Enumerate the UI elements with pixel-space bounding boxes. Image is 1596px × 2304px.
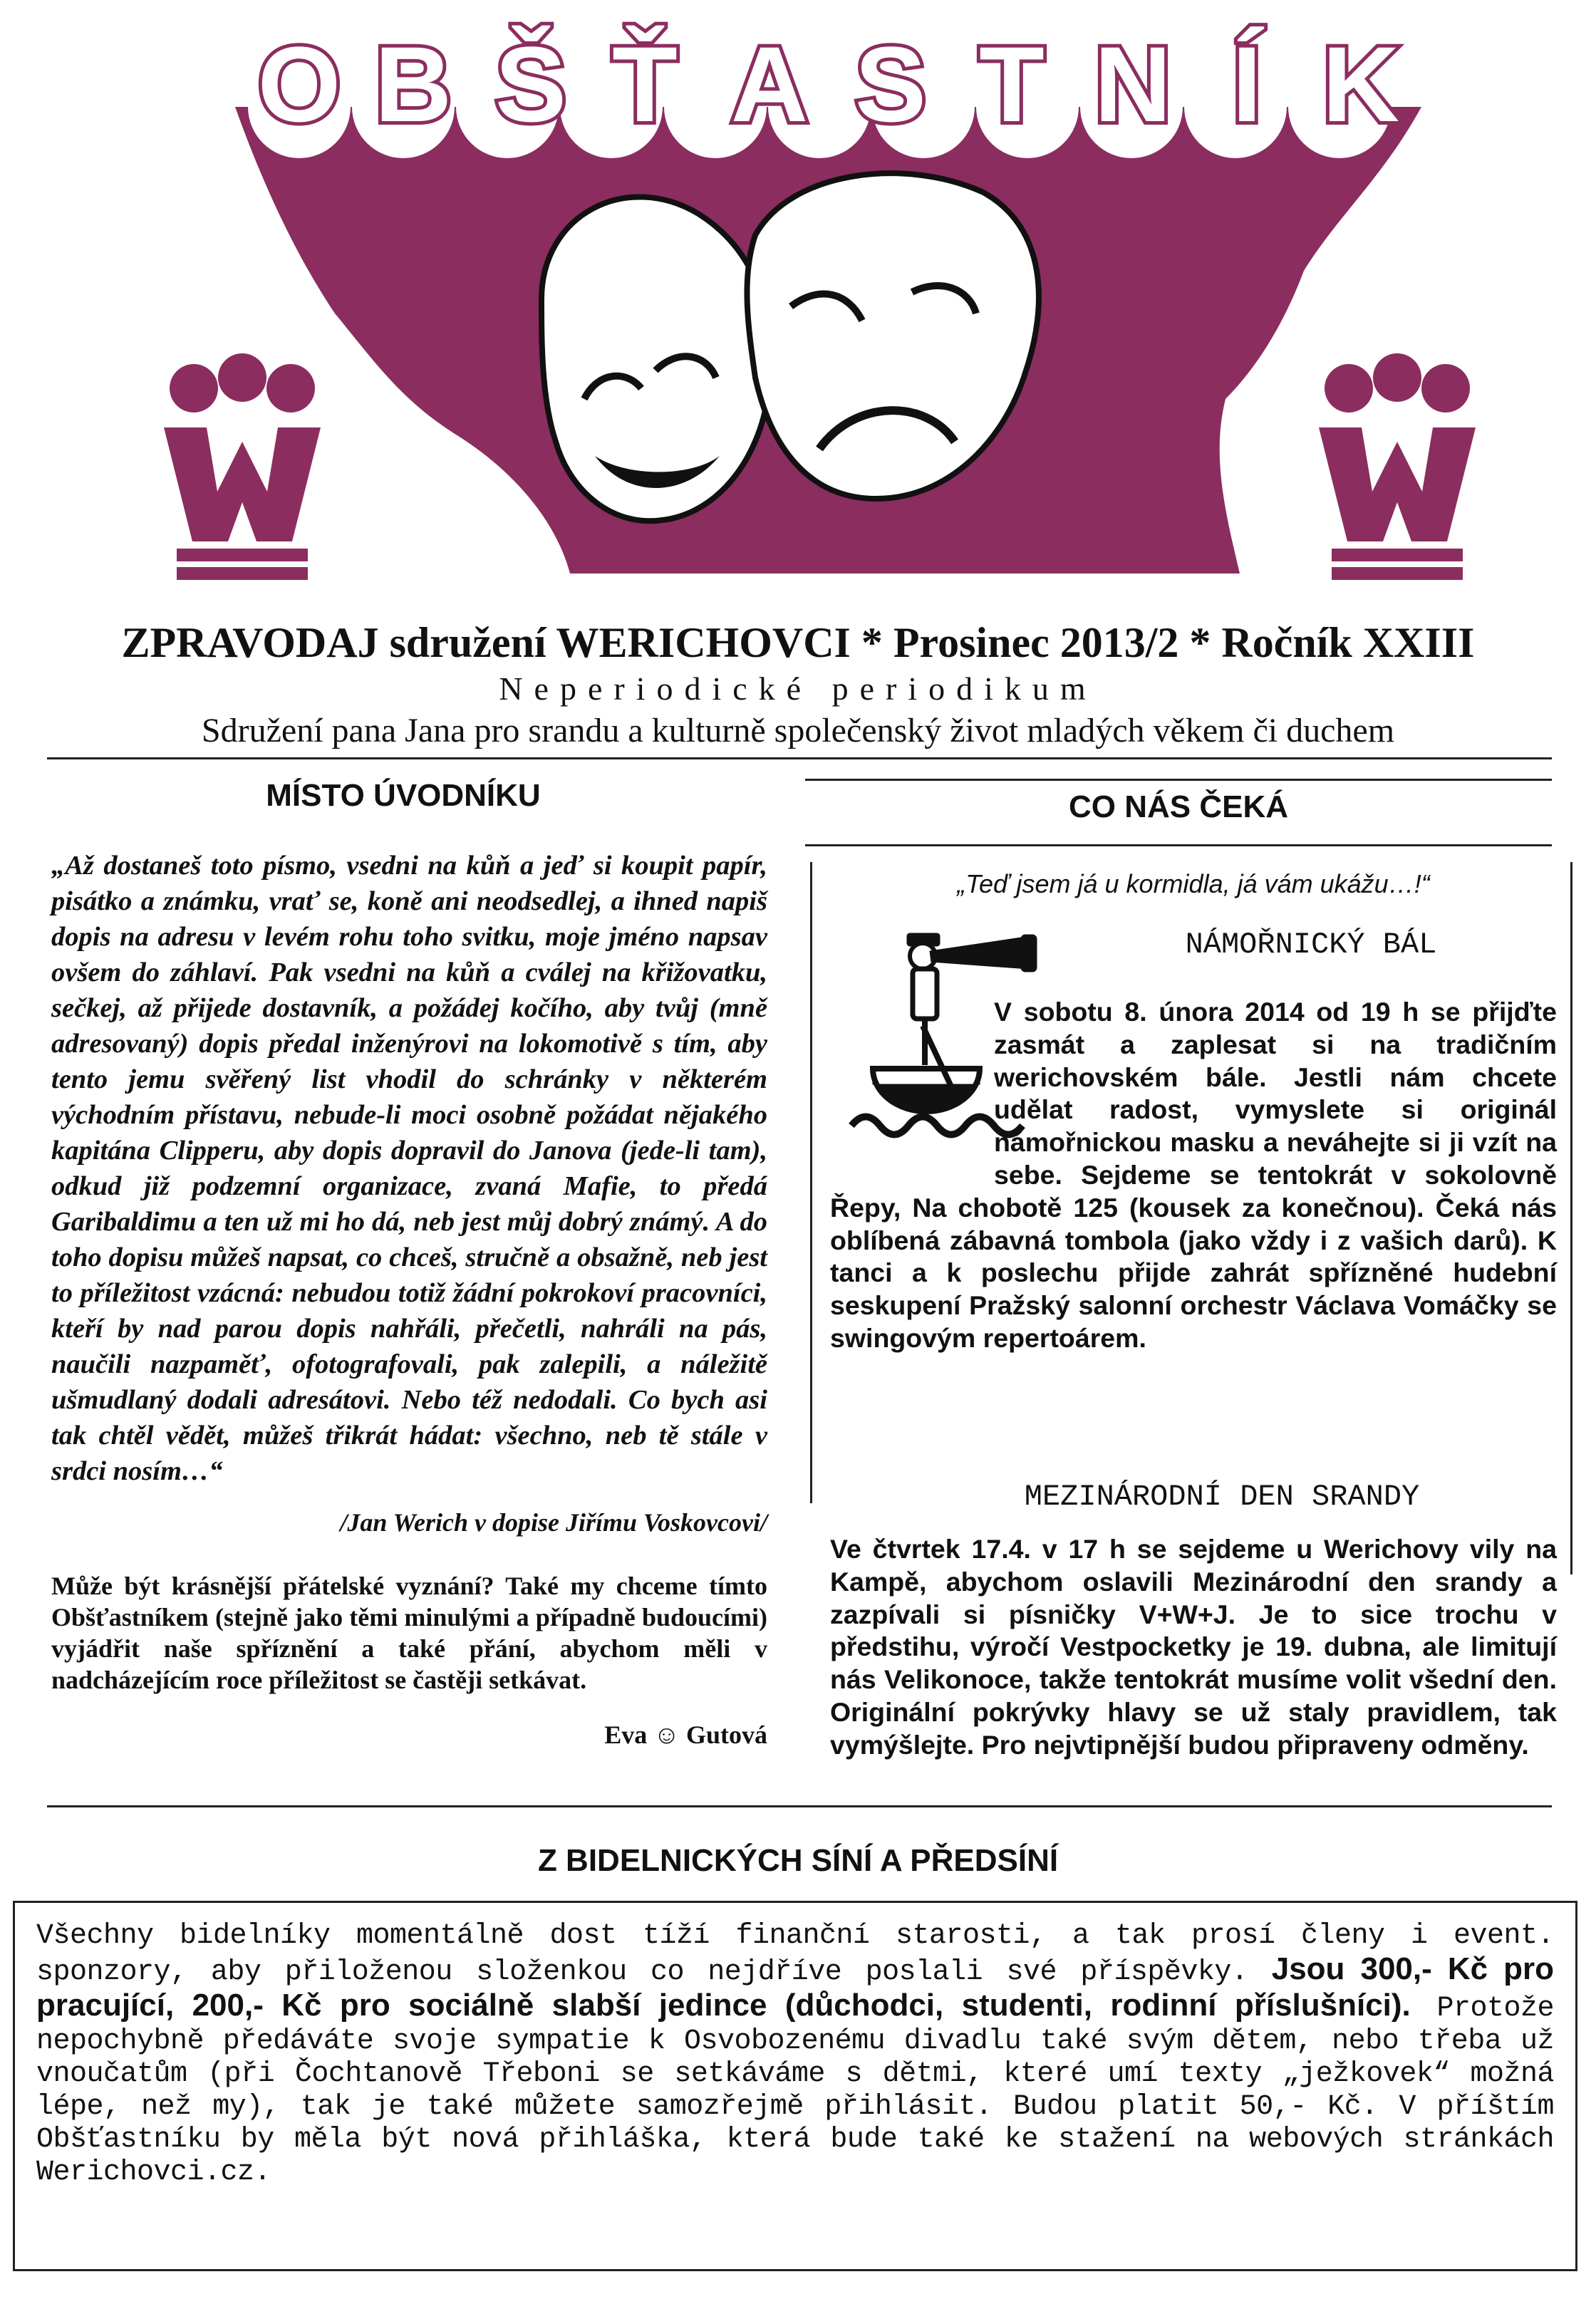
membership-fees-box bbox=[13, 1901, 1577, 2271]
title-letter: N bbox=[1094, 24, 1172, 144]
fees-amounts-text: Jsou 300,- Kč pro pracující, 200,- Kč pro sociálně slabší jedince (důchodci, studenti, rodinní příslušníci). bbox=[36, 1951, 1554, 2023]
left-column bbox=[51, 848, 767, 1750]
event-title-fun-day: MEZINÁRODNÍ DEN SRANDY bbox=[1024, 1480, 1420, 1514]
title-letter: T bbox=[979, 24, 1045, 144]
newsletter-tagline: Neperiodické periodikum bbox=[499, 670, 1097, 707]
right-heading-rule bbox=[805, 779, 1552, 781]
title-letter: Í bbox=[1232, 24, 1262, 144]
right-heading-rule bbox=[805, 844, 1552, 846]
editorial-text: Může být krásnější přátelské vyznání? Také my chceme tímto Obšťastníkem (stejně jako těmi minulými a případně budoucími) vyjádřit naše spříznění a také přání, abychom měli v nadcházejícím roce příležitost se častěji setkávat. bbox=[51, 1572, 767, 1694]
bottom-divider bbox=[47, 1805, 1552, 1807]
title-letter: S bbox=[854, 24, 927, 144]
membership-text bbox=[36, 1920, 1554, 2189]
werichovci-w-logo-icon bbox=[164, 353, 321, 580]
children-fees-text: Protože nepochybně předáváte svoje sympatie k Osvobozenému divadlu také svým dětem, nebo třeba už vnoučatům (při Čochtanově Třeboni se setkáváme s dětmi, které umí texty „ježkovek“ možná lépe, než my), tak je také můžete samozřejmě přihlásit. Budou platit 50,- Kč. V příštím Obšťastníku by měla být nová přihláška, která bude také ke stažení na webových stránkách Werichovci.cz. bbox=[36, 1993, 1554, 2189]
title-letter: K bbox=[1322, 24, 1400, 144]
title-letter: B bbox=[374, 24, 452, 144]
author-signature: Eva ☺ Gutová bbox=[604, 1721, 767, 1749]
section-heading-bottom: Z BIDELNICKÝCH SÍNÍ A PŘEDSÍNÍ bbox=[537, 1843, 1059, 1878]
section-heading-right: CO NÁS ČEKÁ bbox=[1068, 789, 1289, 824]
event-ball-text bbox=[830, 996, 1557, 1355]
title-letter: Š bbox=[494, 24, 567, 144]
icon-wrap-spacer bbox=[830, 996, 994, 1188]
title-letter: A bbox=[730, 24, 809, 144]
quote-attribution: /Jan Werich v dopise Jiřímu Voskovcovi/ bbox=[340, 1508, 767, 1537]
association-description: Sdružení pana Jana pro srandu a kulturně společenský život mladých věkem či duchem bbox=[201, 712, 1395, 749]
werich-quote: „Až dostaneš toto písmo, vsedni na kůň a jeď si koupit papír, pisátko a známku, vrať se, koně ani neodsedlej, a ihned napiš dopis na adresu v levém rohu toho svitku, moje jméno napsav ovšem do záhlaví. Pak vsedni na kůň a cválej na křižovatku, sečkej, až přijede dostavník, a požádej kočího, aby tvůj (mně adresovaný) dopis předal inženýrovi na lokomotivě s tím, aby tento jemu svěřený list vhodil do schránky v některém východním přístavu, nebude-li moci osobně požádat nějakého kapitána Clipperu, aby dopis dopravil do Janova (jede-li tam), odkud již podzemní organizace, zvaná Mafie, to předá Garibaldimu a ten už mi ho dá, neb jest můj dobrý známý. A do toho dopisu můžeš napsat, co chceš, stručně a obsažně, neb jest to příležitost vzácná: nebudou totiž žádní pokrokoví pracovníci, kteří by nad parou dopis nahřáli, přečetli, nahráli na pás, naučili nazpaměť, ofotografovali, pak zalepili, a náležitě ušmudlaný dodali adresátovi. Nebo též nedodali. Co bych asi tak chtěl vědět, můžeš třikrát hádat: všechno, neb tě stále v srdci nosím…“ bbox=[51, 851, 767, 1486]
event-fun-day-text bbox=[830, 1533, 1557, 1762]
captain-quote: „Teď jsem já u kormidla, já vám ukážu…!“ bbox=[957, 869, 1430, 898]
werichovci-w-logo-icon bbox=[1319, 353, 1476, 580]
masthead bbox=[0, 0, 1596, 584]
event-ball-description: V sobotu 8. února 2014 od 19 h se přijďte zasmát a zaplesat si na tradičním werichovském bále. Jestli nám chcete udělat radost, vymyslete si originál námořnickou masku a neváhejte si ji vzít na sebe. Sejdeme se tentokrát v sokolovně Řepy, Na chobotě 125 (kousek za konečnou). Čeká nás oblíbená zábavná tombola (jako vždy i z vašich darů). K tanci a k poslechu přijde zahrát spřízněné hudební seskupení Pražský salonní orchestr Václava Vomáčky se swingovým repertoárem. bbox=[830, 997, 1557, 1353]
newsletter-subtitle: ZPRAVODAJ sdružení WERICHOVCI * Prosinec 2013/2 * Ročník XXIII bbox=[121, 619, 1475, 666]
section-heading-left: MÍSTO ÚVODNÍKU bbox=[266, 778, 541, 813]
column-divider bbox=[1570, 862, 1572, 1574]
event-title-ball: NÁMOŘNICKÝ BÁL bbox=[1185, 928, 1437, 962]
header-divider bbox=[47, 757, 1552, 759]
fees-request-text: Všechny bidelníky momentálně dost tíží finanční starosti, a tak prosí členy i event. sponzory, aby přiloženou složenkou co nejdříve poslali své příspěvky. bbox=[36, 1920, 1554, 1988]
title-letter: O bbox=[257, 24, 341, 144]
event-fun-day-description: Ve čtvrtek 17.4. v 17 h se sejdeme u Werichovy vily na Kampě, abychom oslavili Mezinárodní den srandy a zazpívali si písničky V+W+J. Je to sice trochu v předstihu, výročí Vestpocketky je 19. dubna, ale limitují nás Velikonoce, takže tentokrát musíme volit všední den. Originální pokrývky hlavy se už staly pravidlem, tak vymýšlejte. Pro nejvtipnější budou připraveny odměny. bbox=[830, 1534, 1557, 1760]
title-letter: Ť bbox=[612, 24, 678, 144]
column-divider bbox=[810, 862, 812, 1503]
